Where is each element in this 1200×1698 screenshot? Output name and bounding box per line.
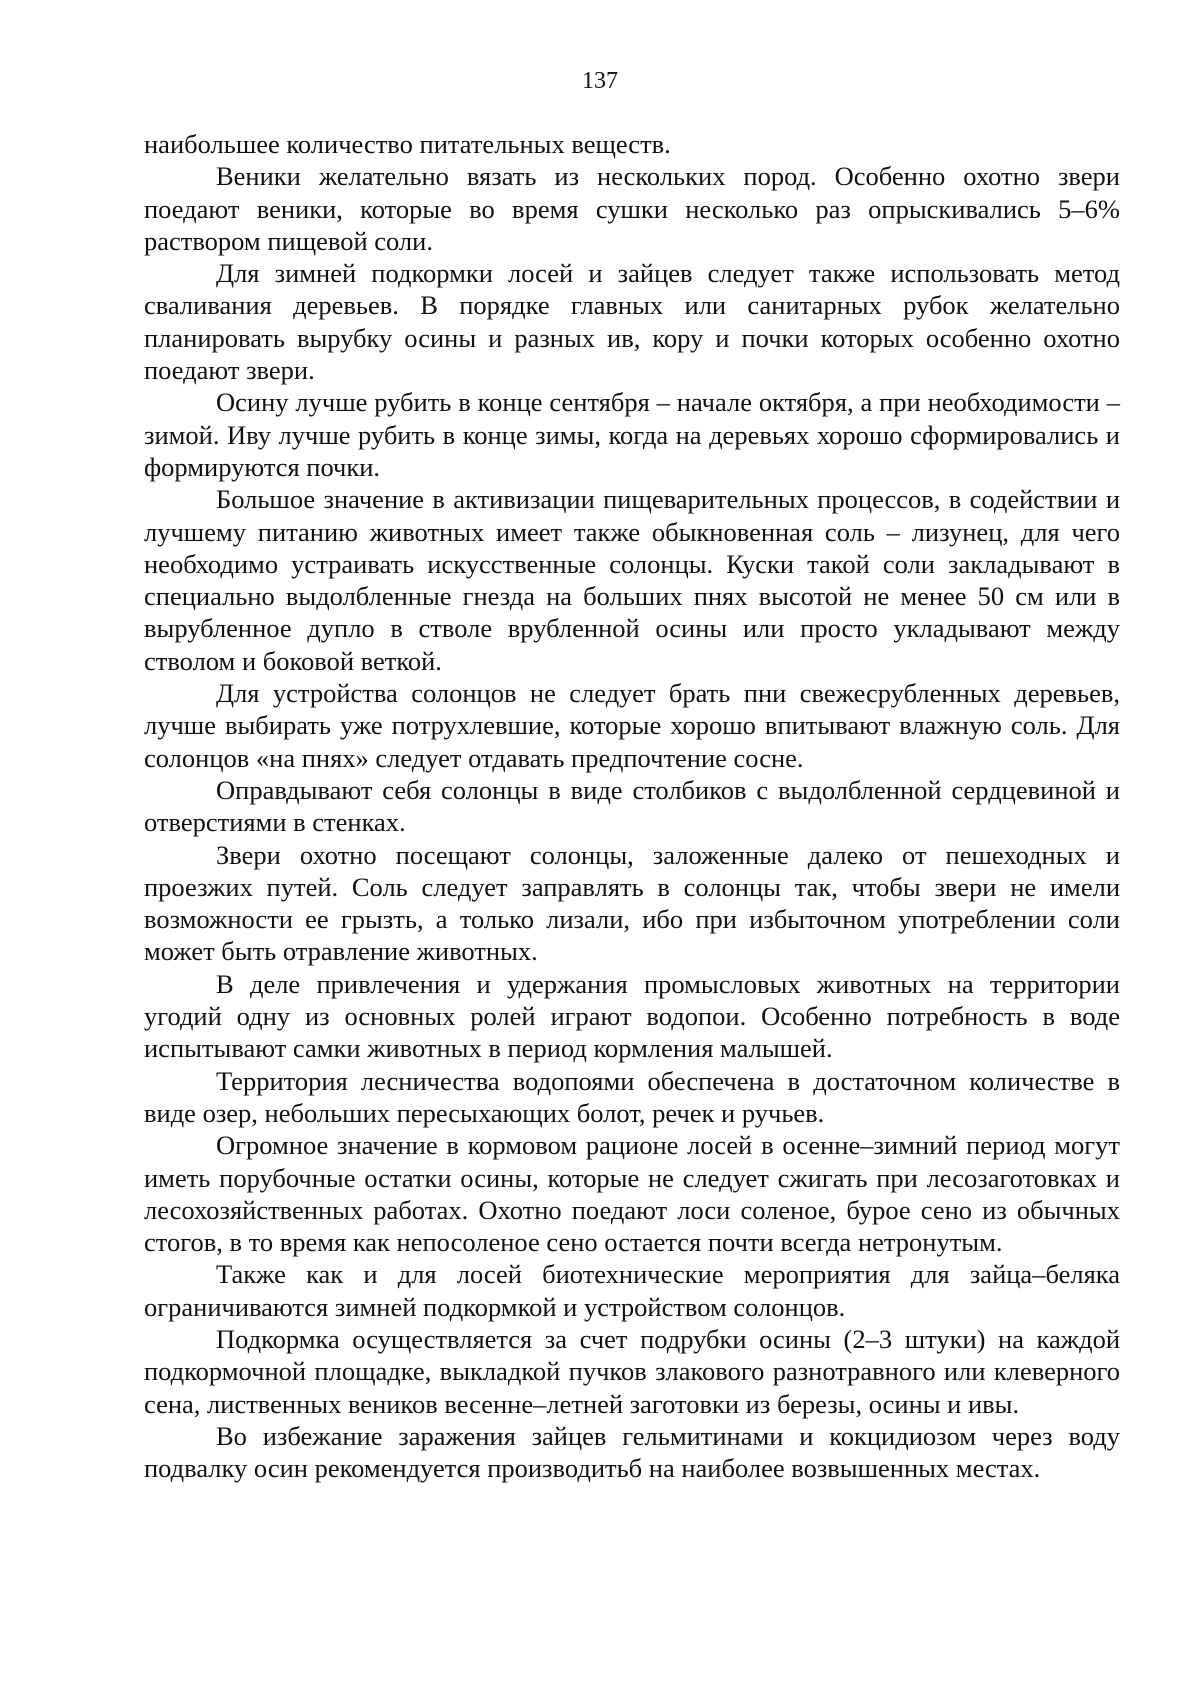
paragraph-brooms: Веники желательно вязать из нескольких пород. Особенно охотно звери поедают веники, которые во время сушки несколько раз опрыскивались 5–6% раствором пищевой соли. <box>144 161 1120 256</box>
paragraph-territory-water: Территория лесничества водопоями обеспечена в достаточном количестве в виде озер, небольших пересыхающих болот, речек и ручьев. <box>144 1065 1120 1128</box>
paragraph-stumps: Для устройства солонцов не следует брать пни свежесрубленных деревьев, лучше выбирать уже потрухлевшие, которые хорошо впитывают влажную соль. Для солонцов «на пнях» следует отдавать предпочтение сосне. <box>144 678 1120 773</box>
paragraph-salt-placement: Звери охотно посещают солонцы, заложенные далеко от пешеходных и проезжих путей. Соль следует заправлять в солонцы так, чтобы звери не имели возможности ее грызть, а только лизали, ибо при избыточном употреблении соли может быть отравление животных. <box>144 839 1120 967</box>
paragraph-elk-diet: Огромное значение в кормовом рационе лосей в осенне–зимний период могут иметь порубочные остатки осины, которые не следует сжигать при лесозаготовках и лесохозяйственных работах. Охотно поедают лоси соленое, бурое сено из обычных стогов, в то время как непосоленое сено остается почти всегда нетронутым. <box>144 1130 1120 1258</box>
paragraph-watering-places: В деле привлечения и удержания промысловых животных на территории угодий одну из основных ролей играют водопои. Особенно потребность в воде испытывают самки животных в период кормления малышей. <box>144 968 1120 1064</box>
paragraph-tree-felling: Для зимней подкормки лосей и зайцев следует также использовать метод сваливания деревьев. В порядке главных или санитарных рубок желательно планировать вырубку осины и разных ив, кору и почки которых особенно охотно поедают звери. <box>144 258 1120 386</box>
paragraph-aspen-cutting: Осину лучше рубить в конце сентября – начале октября, а при необходимости – зимой. Иву лучше рубить в конце зимы, когда на деревьях хорошо сформировались и формируются почки. <box>144 387 1120 482</box>
paragraph-salt-licks: Большое значение в активизации пищеварительных процессов, в содействии и лучшему питанию животных имеет также обыкновенная соль – лизунец, для чего необходимо устраивать искусственные солонцы. Куски такой соли закладывают в специально выдолбленные гнезда на больших пнях высотой не менее 50 см или в вырубленное дупло в стволе врубленной осины или просто укладывают между стволом и боковой веткой. <box>144 484 1120 676</box>
body-text <box>144 128 1120 1484</box>
paragraph-feeding: Подкормка осуществляется за счет подрубки осины (2–3 штуки) на каждой подкормочной площадке, выкладкой пучков злакового разнотравного или клеверного сена, лиственных веников весенне–летней заготовки из березы, осины и ивы. <box>144 1323 1120 1419</box>
paragraph-continuation: наибольшее количество питательных веществ. <box>144 129 671 159</box>
paragraph-posts: Оправдывают себя солонцы в виде столбиков с выдолбленной сердцевиной и отверстиями в стенках. <box>144 774 1120 838</box>
page-number: 137 <box>582 68 618 94</box>
paragraph-hare-measures: Также как и для лосей биотехнические мероприятия для зайца–беляка ограничиваются зимней подкормкой и устройством солонцов. <box>144 1259 1120 1322</box>
paragraph-infection-prevention: Во избежание заражения зайцев гельмитинами и кокцидиозом через воду подвалку осин рекомендуется производитьб на наиболее возвышенных местах. <box>144 1420 1120 1484</box>
